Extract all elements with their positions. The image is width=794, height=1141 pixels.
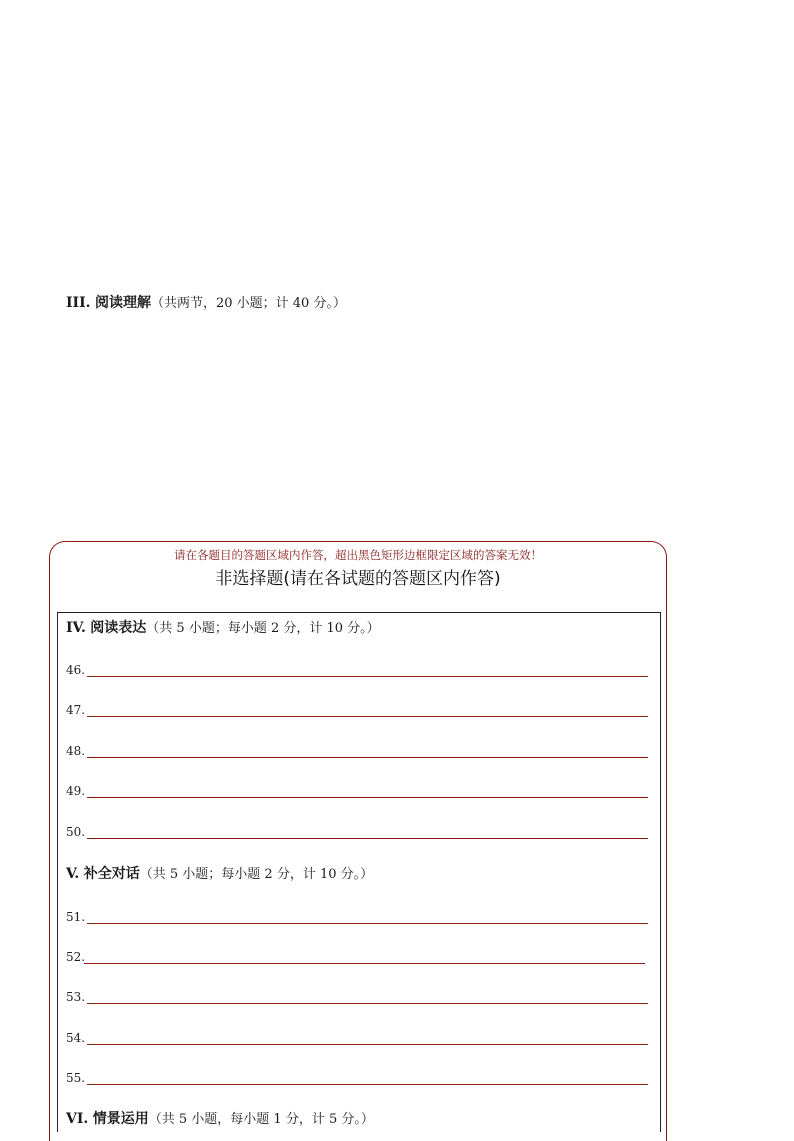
question-number: 47.: [66, 703, 86, 717]
question-number: 54.: [66, 1031, 86, 1045]
answer-blank[interactable]: [87, 987, 648, 1004]
section-5-note: （共 5 小题；每小题 2 分，计 10 分。）: [139, 867, 374, 882]
question-number: 48.: [66, 744, 86, 758]
answer-line-49[interactable]: [66, 780, 648, 798]
answer-line-55[interactable]: [66, 1067, 648, 1085]
question-number: 53.: [66, 990, 86, 1004]
answer-blank[interactable]: [87, 781, 648, 798]
section-4-heading: [66, 619, 380, 638]
section-6-name: 情景运用: [92, 1111, 149, 1127]
section-5-heading: [66, 865, 373, 884]
answer-blank[interactable]: [84, 947, 645, 964]
answer-line-48[interactable]: [66, 740, 648, 758]
section-5-number: V.: [66, 866, 80, 882]
answer-line-47[interactable]: [66, 699, 648, 717]
answer-blank[interactable]: [87, 1028, 648, 1045]
section-4-number: IV.: [66, 620, 86, 636]
section-4-note: （共 5 小题；每小题 2 分，计 10 分。）: [146, 621, 380, 636]
section-3-number: III.: [66, 295, 91, 311]
section-3-note: （共两节，20 小题；计 40 分。）: [150, 296, 346, 311]
question-number: 51.: [66, 910, 86, 924]
question-number: 49.: [66, 784, 86, 798]
section-3-heading: [66, 293, 346, 314]
answer-line-54[interactable]: [66, 1027, 648, 1045]
section-3-name: 阅读理解: [94, 295, 151, 311]
answer-line-51[interactable]: [66, 906, 648, 924]
answer-area-warning: 请在各题目的答题区域内作答，超出黑色矩形边框限定区域的答案无效！: [174, 548, 542, 562]
section-4-name: 阅读表达: [90, 620, 147, 636]
question-number: 55.: [66, 1071, 86, 1085]
answer-blank[interactable]: [87, 907, 648, 924]
answer-line-46[interactable]: [66, 659, 648, 677]
question-number: 50.: [66, 825, 86, 839]
section-5-name: 补全对话: [83, 866, 140, 882]
answer-line-50[interactable]: [66, 821, 648, 839]
answer-line-52[interactable]: [66, 946, 648, 964]
question-number: 46.: [66, 663, 86, 677]
question-number: 52.: [66, 950, 86, 964]
section-6-note: （共 5 小题，每小题 1 分，计 5 分。）: [148, 1112, 374, 1127]
answer-blank[interactable]: [87, 660, 648, 677]
answer-line-53[interactable]: [66, 986, 648, 1004]
answer-blank[interactable]: [87, 741, 648, 758]
answer-blank[interactable]: [87, 822, 648, 839]
section-6-number: VI.: [66, 1111, 89, 1127]
answer-blank[interactable]: [87, 1068, 648, 1085]
answer-blank[interactable]: [87, 700, 648, 717]
section-6-heading: [66, 1110, 374, 1129]
answer-area-title: 非选择题(请在各试题的答题区内作答): [215, 569, 501, 589]
